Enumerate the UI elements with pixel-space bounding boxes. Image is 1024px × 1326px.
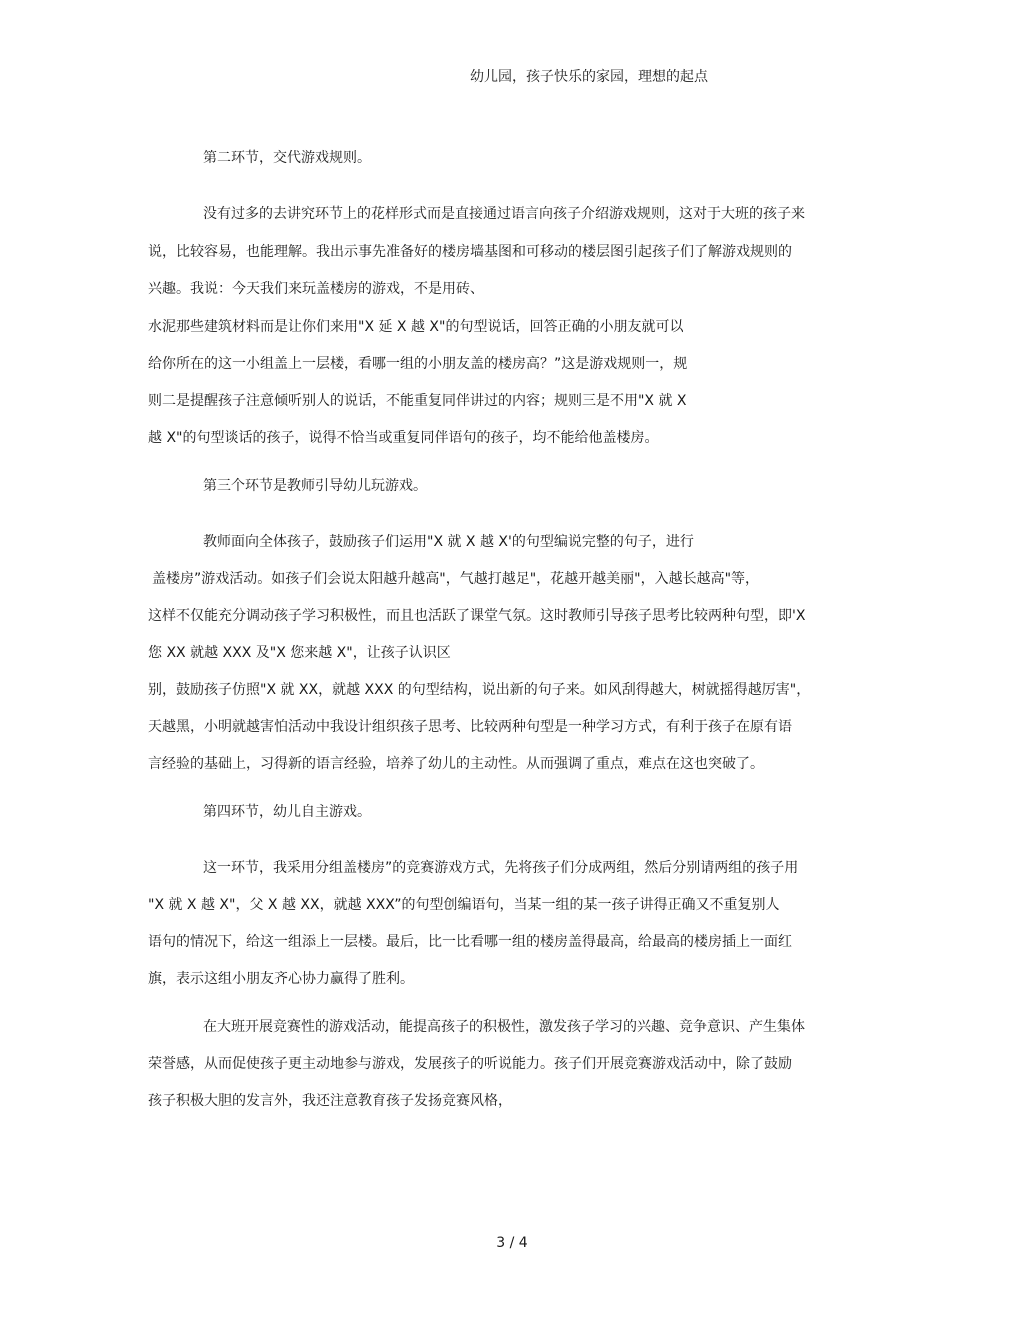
paragraph-line: 则二是提醒孩子注意倾听别人的说话，不能重复同伴讲过的内容；规则三是不用"X 就 X xyxy=(148,393,687,409)
paragraph-line: 兴趣。我说：今天我们来玩盖楼房的游戏，不是用砖、 xyxy=(148,281,484,297)
page-number: 3 / 4 xyxy=(496,1235,528,1251)
section-heading-3: 第三个环节是教师引导幼儿玩游戏。 xyxy=(203,478,427,494)
paragraph-line: 教师面向全体孩子，鼓励孩子们运用"X 就 X 越 X'的句型编说完整的句子，进行 xyxy=(203,534,694,550)
paragraph-line: 这一环节，我采用分组盖楼房”的竞赛游戏方式，先将孩子们分成两组，然后分别请两组的孩子用 xyxy=(203,860,799,876)
section-heading-4: 第四环节，幼儿自主游戏。 xyxy=(203,804,371,820)
paragraph-line: 给你所在的这一小组盖上一层楼，看哪一组的小朋友盖的楼房高？”这是游戏规则一，规 xyxy=(148,356,688,372)
paragraph-line: 孩子积极大胆的发言外，我还注意教育孩子发扬竞赛风格， xyxy=(148,1093,512,1109)
paragraph-line: "X 就 X 越 X"，父 X 越 XX，就越 XXX”的句型创编语句，当某一组的某一孩子讲得正确又不重复别人 xyxy=(148,897,780,913)
paragraph-line: 这样不仅能充分调动孩子学习积极性，而且也活跃了课堂气氛。这时教师引导孩子思考比较两种句型，即'X xyxy=(148,608,806,624)
paragraph-line: 语句的情况下，给这一组添上一层楼。最后，比一比看哪一组的楼房盖得最高，给最高的楼房插上一面红 xyxy=(148,934,792,950)
paragraph-line: 说，比较容易，也能理解。我出示事先准备好的楼房墙基图和可移动的楼层图引起孩子们了解游戏规则的 xyxy=(148,244,792,260)
paragraph-line: 别，鼓励孩子仿照"X 就 XX，就越 XXX 的句型结构，说出新的句子来。如风刮得越大，树就摇得越厉害"， xyxy=(148,682,811,698)
paragraph-line: 言经验的基础上，习得新的语言经验，培养了幼儿的主动性。从而强调了重点，难点在这也突破了。 xyxy=(148,756,764,772)
section-heading-2: 第二环节，交代游戏规则。 xyxy=(203,150,371,166)
paragraph-line: 水泥那些建筑材料而是让你们来用"X 延 X 越 X"的句型说话，回答正确的小朋友就可以 xyxy=(148,319,684,335)
paragraph-line: 在大班开展竞赛性的游戏活动，能提高孩子的积极性，激发孩子学习的兴趣、竞争意识、产生集体 xyxy=(203,1019,805,1035)
paragraph-line: 越 X"的句型谈话的孩子，说得不恰当或重复同伴语句的孩子，均不能给他盖楼房。 xyxy=(148,430,659,446)
paragraph-line: 没有过多的去讲究环节上的花样形式而是直接通过语言向孩子介绍游戏规则，这对于大班的孩子来 xyxy=(203,206,805,222)
paragraph-line: 盖楼房”游戏活动。如孩子们会说太阳越升越高"，气越打越足"，花越开越美丽"，入越长越高"等， xyxy=(152,571,760,587)
paragraph-line: 您 XX 就越 XXX 及"X 您来越 X"，让孩子认识区 xyxy=(148,645,451,661)
paragraph-line: 荣誉感，从而促使孩子更主动地参与游戏，发展孩子的听说能力。孩子们开展竞赛游戏活动中，除了鼓励 xyxy=(148,1056,792,1072)
paragraph-line: 旗，表示这组小朋友齐心协力赢得了胜利。 xyxy=(148,971,414,987)
paragraph-line: 天越黑，小明就越害怕活动中我设计组织孩子思考、比较两种句型是一种学习方式，有利于孩子在原有语 xyxy=(148,719,792,735)
page-header: 幼儿园，孩子快乐的家园，理想的起点 xyxy=(470,69,708,85)
